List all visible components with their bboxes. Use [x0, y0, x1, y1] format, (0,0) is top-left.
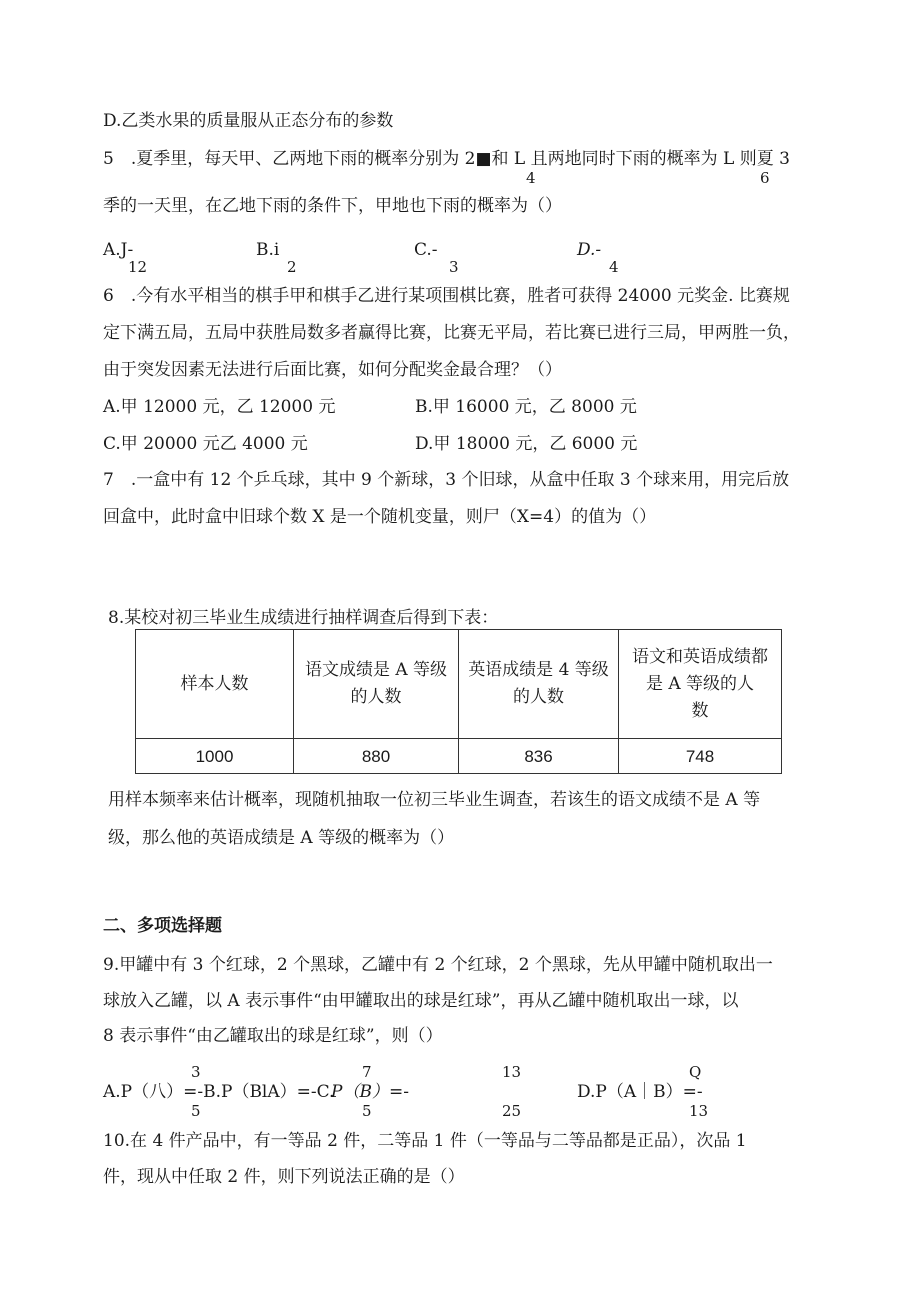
q5-option-b: B.i — [256, 240, 280, 260]
table-cell: 880 — [294, 739, 459, 774]
header-sample-count — [136, 630, 294, 739]
q9-option-d: D.P（A｜B）=- — [577, 1082, 703, 1102]
q8-intro: 8.某校对初三毕业生成绩进行抽样调查后得到下表： — [108, 608, 499, 628]
table-row — [136, 739, 782, 774]
header-text: 英语成绩是 4 等级 — [468, 660, 609, 680]
q10-line-2: 件，现从中任取 2 件，则下列说法正确的是（） — [103, 1167, 465, 1187]
header-text: 样本人数 — [180, 673, 249, 694]
q5-option-a: A.J- — [103, 240, 134, 260]
table-cell: 836 — [459, 739, 619, 774]
q10-line-1: 10.在 4 件产品中，有一等品 2 件，二等品 1 件（一等品与二等品都是正品），次品 1 — [103, 1131, 747, 1151]
q9-option-c-prob: P（B） — [331, 1082, 389, 1102]
q9-fraction-top-d: Q — [689, 1063, 702, 1081]
q9-fraction-top-a: 3 — [191, 1063, 201, 1081]
q6-option-d: D.甲 18000 元，乙 6000 元 — [415, 434, 638, 454]
q5-option-d-denominator: 4 — [609, 258, 619, 276]
q9-line-1: 9.甲罐中有 3 个红球，2 个黑球，乙罐中有 2 个红球，2 个黑球，先从甲罐中随机取出一 — [103, 955, 773, 975]
q6-option-a: A.甲 12000 元，乙 12000 元 — [103, 397, 336, 417]
q8-line-2: 级，那么他的英语成绩是 A 等级的概率为（） — [108, 828, 455, 848]
q6-option-b: B.甲 16000 元，乙 8000 元 — [415, 397, 637, 417]
header-text: 语文和英语成绩都 — [632, 646, 768, 667]
q9-options-abc: A.P（八）=-B.P（BlA）=-C. — [103, 1082, 335, 1102]
q7-line-1: 7 .一盒中有 12 个乒乓球，其中 9 个新球，3 个旧球，从盒中任取 3 个球来用，用完后放 — [103, 470, 790, 490]
q9-option-c-equals: =- — [389, 1082, 409, 1102]
table-cell: 1000 — [136, 739, 294, 774]
q6-line-3: 由于突发因素无法进行后面比赛，如何分配奖金最合理？（） — [103, 360, 562, 380]
table-header-row — [136, 630, 782, 739]
q5-line-2: 季的一天里，在乙地下雨的条件下，甲地也下雨的概率为（） — [103, 196, 562, 216]
q5-option-c-denominator: 3 — [449, 258, 459, 276]
section-2-title: 二、多项选择题 — [103, 916, 222, 935]
q8-line-1: 用样本频率来估计概率，现随机抽取一位初三毕业生调查，若该生的语文成绩不是 A 等 — [108, 790, 761, 810]
q9-fraction-bottom-c: 5 — [362, 1102, 372, 1120]
q7-line-2: 回盒中，此时盒中旧球个数 X 是一个随机变量，则尸（X=4）的值为（） — [103, 507, 657, 527]
header-text: 语文成绩是 A 等级 — [304, 660, 448, 680]
q5-line-1: 5 .夏季里，每天甲、乙两地下雨的概率分别为 2■和 L 且两地同时下雨的概率为 L 则夏 3 — [103, 149, 790, 169]
header-english-a — [459, 630, 619, 739]
q6-line-1: 6 .今有水平相当的棋手甲和棋手乙进行某项围棋比赛，胜者可获得 24000 元奖金. 比赛规 — [103, 286, 790, 306]
q9-fraction-bottom-a: 5 — [191, 1102, 201, 1120]
q5-option-b-denominator: 2 — [287, 258, 297, 276]
q9-fraction-top-c2: 13 — [502, 1063, 522, 1081]
table-cell: 748 — [619, 739, 782, 774]
header-text: 的人数 — [513, 687, 564, 707]
q5-option-a-denominator: 12 — [128, 258, 148, 276]
q5-option-c: C.- — [414, 240, 438, 260]
q9-fraction-bottom-d: 13 — [689, 1102, 709, 1120]
header-both-a — [619, 630, 782, 739]
header-text: 是 A 等级的人 — [645, 673, 755, 694]
q5-option-d: D.- — [577, 240, 602, 260]
sample-table — [135, 629, 782, 774]
q9-line-2: 球放入乙罐，以 A 表示事件“由甲罐取出的球是红球”，再从乙罐中随机取出一球，以 — [103, 991, 739, 1011]
header-text: 的人数 — [350, 687, 402, 707]
q9-fraction-bottom-c2: 25 — [502, 1102, 522, 1120]
q6-option-c: C.甲 20000 元乙 4000 元 — [103, 434, 308, 454]
q9-fraction-top-c: 7 — [362, 1063, 372, 1081]
header-text: 数 — [691, 700, 709, 721]
q4-option-d: D.乙类水果的质量服从正态分布的参数 — [103, 111, 394, 131]
q6-line-2: 定下满五局，五局中获胜局数多者赢得比赛，比赛无平局，若比赛已进行三局，甲两胜一负， — [103, 323, 800, 343]
header-chinese-a — [294, 630, 459, 739]
q5-fraction-denominator-b: 6 — [760, 169, 770, 187]
q5-fraction-denominator-a: 4 — [526, 169, 536, 187]
q9-line-3: 8 表示事件“由乙罐取出的球是红球”，则（） — [103, 1026, 443, 1046]
